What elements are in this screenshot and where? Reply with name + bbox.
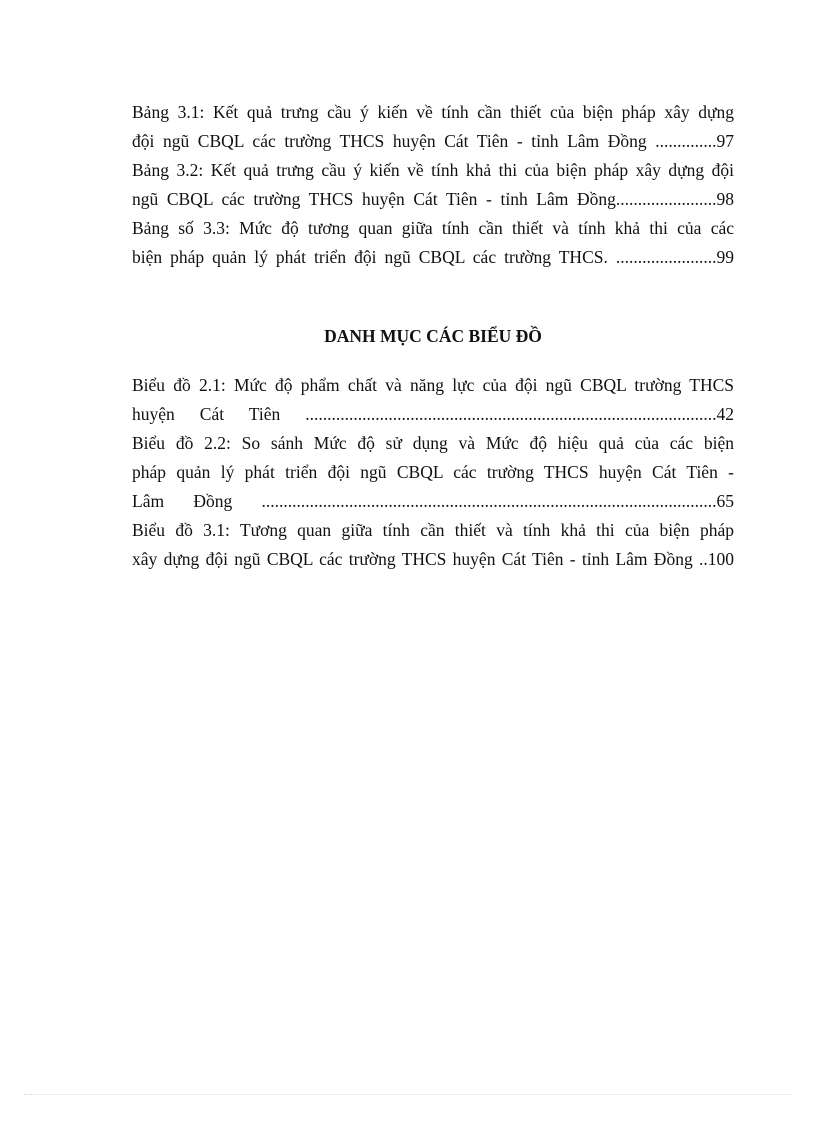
table-entry-line: Bảng số 3.3: Mức độ tương quan giữa tính cần thiết và tính khả thi của các <box>132 218 734 238</box>
chart-entry-line: xây dựng đội ngũ CBQL các trường THCS huyện Cát Tiên - tỉnh Lâm Đồng ..100 <box>132 549 734 569</box>
table-entry-line: biện pháp quản lý phát triển đội ngũ CBQL các trường THCS. .......................99 <box>132 247 734 267</box>
chart-entry-line: Biểu đồ 3.1: Tương quan giữa tính cần thiết và tính khả thi của biện pháp <box>132 520 734 540</box>
chart-entry-line: Biểu đồ 2.1: Mức độ phẩm chất và năng lực của đội ngũ CBQL trường THCS <box>132 375 734 395</box>
chart-entry-line: pháp quản lý phát triển đội ngũ CBQL các trường THCS huyện Cát Tiên - <box>132 462 734 482</box>
chart-entry-line: huyện Cát Tiên ..............................................................................................42 <box>132 404 734 424</box>
charts-section-heading: DANH MỤC CÁC BIỂU ĐỒ <box>324 326 542 346</box>
table-entry-line: ngũ CBQL các trường THCS huyện Cát Tiên - tỉnh Lâm Đồng.......................98 <box>132 189 734 209</box>
chart-list <box>132 371 734 574</box>
page-bottom-divider <box>24 1094 792 1095</box>
table-list <box>132 98 734 272</box>
table-entry-line: Bảng 3.1: Kết quả trưng cầu ý kiến về tính cần thiết của biện pháp xây dựng <box>132 102 734 122</box>
chart-entry-line: Lâm Đồng ........................................................................................................65 <box>132 491 734 511</box>
table-entry-line: đội ngũ CBQL các trường THCS huyện Cát Tiên - tỉnh Lâm Đồng ..............97 <box>132 131 734 151</box>
table-entry-line: Bảng 3.2: Kết quả trưng cầu ý kiến về tính khả thi của biện pháp xây dựng đội <box>132 160 734 180</box>
chart-entry-line: Biểu đồ 2.2: So sánh Mức độ sử dụng và Mức độ hiệu quả của các biện <box>132 433 734 453</box>
